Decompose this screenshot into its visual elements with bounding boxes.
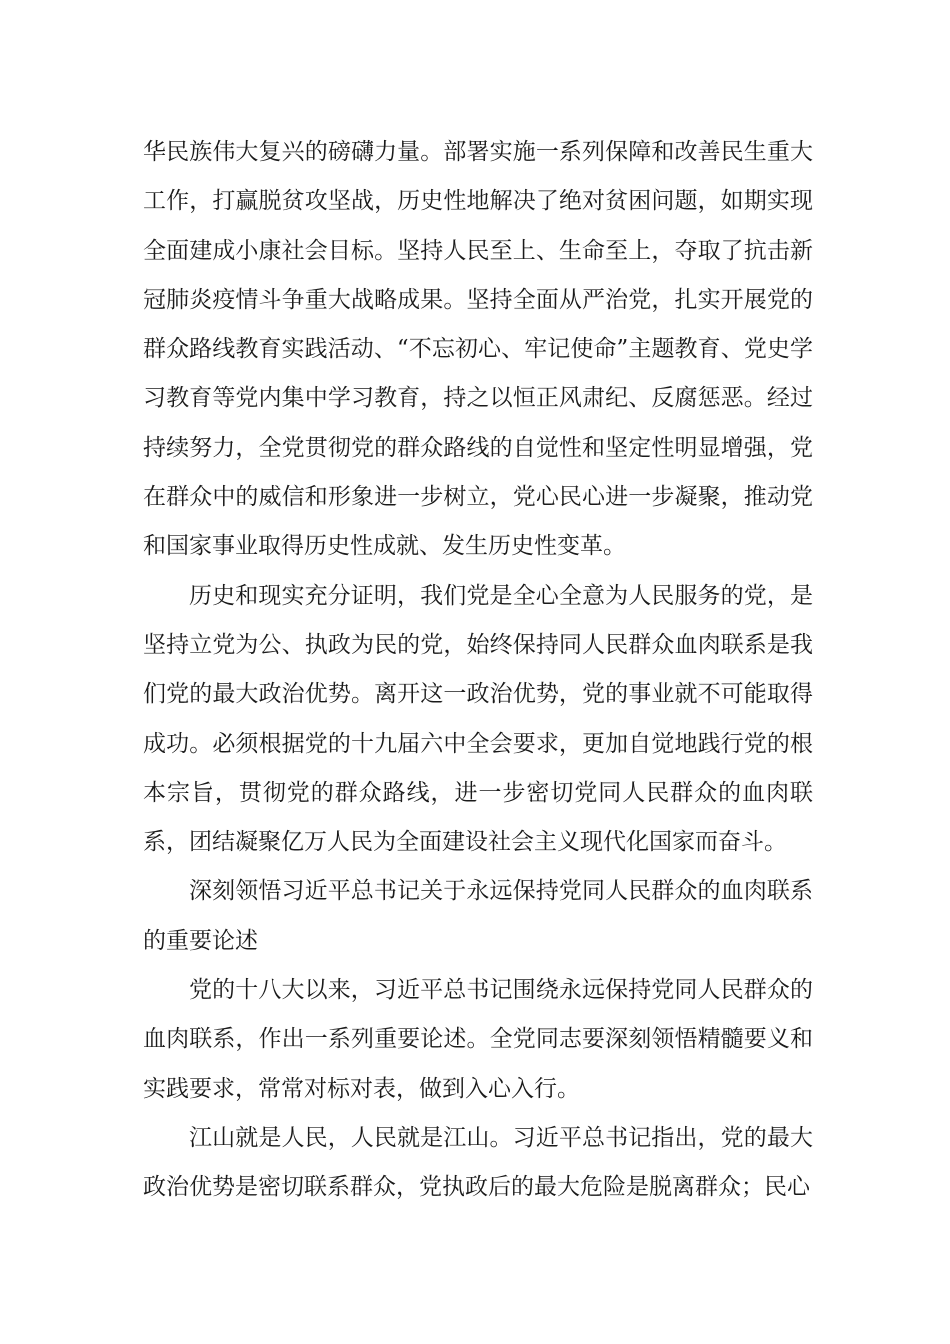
section-heading: 深刻领悟习近平总书记关于永远保持党同人民群众的血肉联系的重要论述 (143, 878, 813, 954)
paragraph-continued: 华民族伟大复兴的磅礴力量。部署实施一系列保障和改善民生重大工作，打赢脱贫攻坚战，历史性地解决了绝对贫困问题，如期实现全面建成小康社会目标。坚持人民至上、生命至上，夺取了抗击新冠肺炎疫情斗争重大战略成果。坚持全面从严治党，扎实开展党的群众路线教育实践活动、“不忘初心、牢记使命”主题教育、党史学习教育等党内集中学习教育，持之以恒正风肃纪、反腐惩恶。经过持续努力，全党贯彻党的群众路线的自觉性和坚定性明显增强，党在群众中的威信和形象进一步树立，党心民心进一步凝聚，推动党和国家事业取得历史性成就、发生历史性变革。 (143, 139, 813, 560)
paragraph: 党的十八大以来，习近平总书记围绕永远保持党同人民群众的血肉联系，作出一系列重要论述。全党同志要深刻领悟精髓要义和实践要求，常常对标对表，做到入心入行。 (143, 977, 813, 1102)
paragraph: 江山就是人民，人民就是江山。习近平总书记指出，党的最大政治优势是密切联系群众，党执政后的最大危险是脱离群众；民心 (143, 1124, 813, 1201)
paragraph: 历史和现实充分证明，我们党是全心全意为人民服务的党，是坚持立党为公、执政为民的党，始终保持同人民群众血肉联系是我们党的最大政治优势。离开这一政治优势，党的事业就不可能取得成功。必须根据党的十九届六中全会要求，更加自觉地践行党的根本宗旨，贯彻党的群众路线，进一步密切党同人民群众的血肉联系，团结凝聚亿万人民为全面建设社会主义现代化国家而奋斗。 (143, 582, 813, 856)
document-body (143, 128, 813, 1213)
